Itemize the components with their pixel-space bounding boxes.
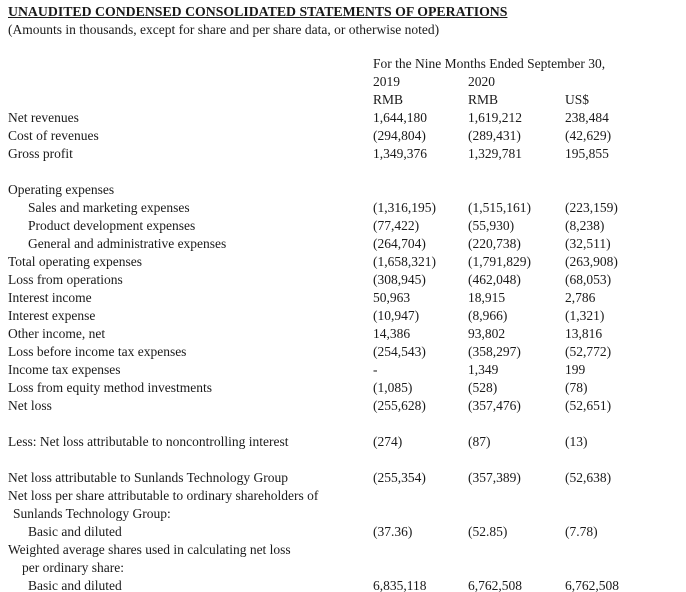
cell-usd: 199 [565, 362, 586, 377]
cell-usd: (223,159) [565, 200, 618, 215]
row-label: Less: Net loss attributable to noncontrolling interest [8, 434, 289, 449]
table-body [8, 109, 686, 592]
row-label: Net revenues [8, 110, 79, 125]
currency-rmb-2020-header: RMB [468, 92, 499, 107]
cell-2019-rmb: (1,085) [373, 380, 413, 395]
cell-2020-rmb: (357,389) [468, 470, 521, 485]
cell-2020-rmb: (87) [468, 434, 491, 449]
cell-usd: (52,651) [565, 398, 612, 413]
cell-2020-rmb: (528) [468, 380, 498, 395]
table-row [8, 379, 686, 397]
statement-subtitle: (Amounts in thousands, except for share and per share data, or otherwise noted) [8, 22, 440, 37]
row-label: Other income, net [8, 326, 106, 341]
year-2020-header: 2020 [468, 74, 495, 89]
currency-usd-header: US$ [565, 92, 590, 107]
table-row [8, 181, 686, 199]
cell-2019-rmb: 1,644,180 [373, 110, 427, 125]
cell-2019-rmb: (1,658,321) [373, 254, 436, 269]
cell-usd: 6,762,508 [565, 578, 619, 592]
row-label: Income tax expenses [8, 362, 121, 377]
row-label: Cost of revenues [8, 128, 99, 143]
row-label: Loss before income tax expenses [8, 344, 187, 359]
table-row [8, 505, 686, 523]
cell-2019-rmb: (77,422) [373, 218, 420, 233]
cell-usd: 238,484 [565, 110, 609, 125]
cell-2020-rmb: (1,515,161) [468, 200, 531, 215]
spacer-row [8, 163, 686, 181]
cell-2020-rmb: 18,915 [468, 290, 506, 305]
table-row [8, 127, 686, 145]
cell-usd: (32,511) [565, 236, 611, 251]
table-row [8, 541, 686, 559]
cell-2019-rmb: (264,704) [373, 236, 426, 251]
cell-2020-rmb: (52.85) [468, 524, 508, 539]
cell-2019-rmb: 14,386 [373, 326, 411, 341]
cell-2019-rmb: (294,804) [373, 128, 426, 143]
row-label: Interest expense [8, 308, 96, 323]
cell-2020-rmb: (289,431) [468, 128, 521, 143]
period-header-row [8, 55, 686, 73]
cell-usd: (52,638) [565, 470, 612, 485]
year-2019-header: 2019 [373, 74, 400, 89]
period-header: For the Nine Months Ended September 30, [373, 56, 606, 71]
table-row [8, 307, 686, 325]
table-row [8, 109, 686, 127]
cell-2019-rmb: (254,543) [373, 344, 426, 359]
cell-usd: 195,855 [565, 146, 609, 161]
row-label: Gross profit [8, 146, 73, 161]
row-label: Loss from operations [8, 272, 123, 287]
row-label: Interest income [8, 290, 92, 305]
cell-usd: (68,053) [565, 272, 612, 287]
row-label: Net loss per share attributable to ordinary shareholders of [8, 488, 319, 503]
cell-2020-rmb: (358,297) [468, 344, 521, 359]
cell-usd: (42,629) [565, 128, 612, 143]
row-label: Net loss [8, 398, 52, 413]
row-label: Total operating expenses [8, 254, 143, 269]
cell-2019-rmb: (308,945) [373, 272, 426, 287]
cell-usd: 13,816 [565, 326, 603, 341]
table-row [8, 469, 686, 487]
table-row [8, 289, 686, 307]
cell-2019-rmb: (255,628) [373, 398, 426, 413]
row-label: Product development expenses [28, 218, 196, 233]
cell-2020-rmb: (8,966) [468, 308, 508, 323]
spacer-row [8, 451, 686, 469]
cell-2020-rmb: (357,476) [468, 398, 521, 413]
statements-of-operations-table [8, 55, 686, 592]
table-row [8, 397, 686, 415]
row-label: Net loss attributable to Sunlands Technology Group [8, 470, 289, 485]
row-label: per ordinary share: [22, 560, 124, 575]
table-row [8, 325, 686, 343]
statement-title: UNAUDITED CONDENSED CONSOLIDATED STATEMENTS OF OPERATIONS [8, 4, 508, 19]
table-row [8, 559, 686, 577]
cell-usd: (8,238) [565, 218, 605, 233]
cell-2019-rmb: (274) [373, 434, 403, 449]
table-row [8, 145, 686, 163]
table-row [8, 433, 686, 451]
cell-2020-rmb: (220,738) [468, 236, 521, 251]
cell-2019-rmb: 1,349,376 [373, 146, 427, 161]
row-label: Sales and marketing expenses [28, 200, 190, 215]
row-label: Weighted average shares used in calculating net loss [8, 542, 291, 557]
cell-2020-rmb: 1,619,212 [468, 110, 522, 125]
cell-2020-rmb: (1,791,829) [468, 254, 531, 269]
table-row [8, 271, 686, 289]
cell-usd: (13) [565, 434, 588, 449]
row-label: Sunlands Technology Group: [13, 506, 171, 521]
row-label: General and administrative expenses [28, 236, 227, 251]
table-row [8, 253, 686, 271]
row-label: Basic and diluted [28, 578, 122, 592]
cell-usd: (7.78) [565, 524, 598, 539]
row-label: Basic and diluted [28, 524, 122, 539]
currency-header-row [8, 91, 686, 109]
currency-rmb-2019-header: RMB [373, 92, 404, 107]
cell-usd: (78) [565, 380, 588, 395]
table-row [8, 217, 686, 235]
cell-2019-rmb: 50,963 [373, 290, 411, 305]
cell-2020-rmb: 6,762,508 [468, 578, 522, 592]
cell-2020-rmb: (462,048) [468, 272, 521, 287]
cell-2019-rmb: (255,354) [373, 470, 426, 485]
table-row [8, 235, 686, 253]
cell-usd: (1,321) [565, 308, 605, 323]
table-row [8, 343, 686, 361]
cell-usd: (52,772) [565, 344, 612, 359]
table-row [8, 361, 686, 379]
row-label: Operating expenses [8, 182, 115, 197]
table-row [8, 577, 686, 592]
cell-usd: (263,908) [565, 254, 618, 269]
spacer-row [8, 415, 686, 433]
table-row [8, 523, 686, 541]
cell-2019-rmb: (37.36) [373, 524, 413, 539]
cell-2019-rmb: (1,316,195) [373, 200, 436, 215]
cell-2020-rmb: 93,802 [468, 326, 506, 341]
cell-2020-rmb: 1,329,781 [468, 146, 522, 161]
cell-usd: 2,786 [565, 290, 596, 305]
table-row [8, 199, 686, 217]
cell-2019-rmb: 6,835,118 [373, 578, 427, 592]
cell-2019-rmb: - [373, 362, 378, 377]
cell-2020-rmb: 1,349 [468, 362, 499, 377]
cell-2019-rmb: (10,947) [373, 308, 420, 323]
table-row [8, 487, 686, 505]
row-label: Loss from equity method investments [8, 380, 212, 395]
year-header-row [8, 73, 686, 91]
cell-2020-rmb: (55,930) [468, 218, 515, 233]
